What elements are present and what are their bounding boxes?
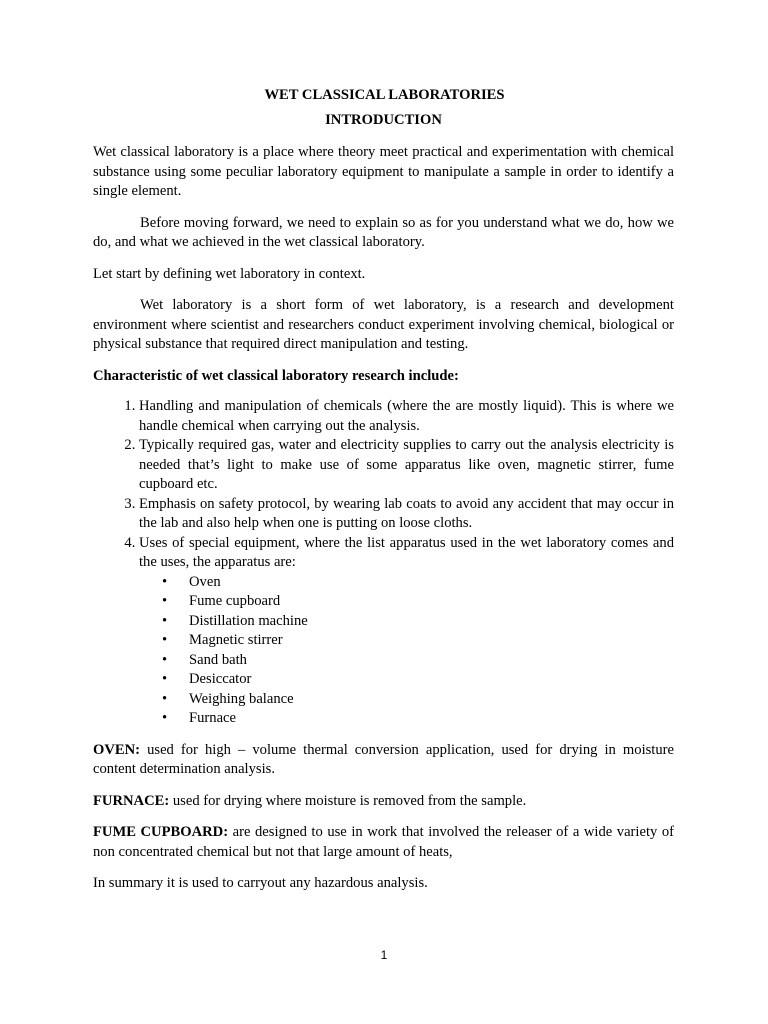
bullet-icon: • [162, 690, 168, 707]
apparatus-label: Fume cupboard [189, 593, 281, 609]
characteristics-heading [93, 367, 674, 387]
oven-description: used for high – volume thermal conversion application, used for drying in moisture content determination analysis. [93, 741, 674, 777]
apparatus-label: Oven [189, 573, 221, 590]
page-number: 1 [380, 948, 388, 962]
bullet-icon: • [162, 632, 168, 648]
list-item-text: Uses of special equipment, where the list apparatus used in the wet laboratory comes and the uses, the apparatus are: [139, 534, 674, 570]
paragraph-before-moving-forward: Before moving forward, we need to explain so as for you understand what we do, how we do, and what we achieved in the wet classical laboratory. [93, 214, 674, 250]
apparatus-item [161, 709, 674, 729]
bullet-icon: • [162, 593, 168, 609]
paragraph-context: Let start by defining wet laboratory in context. [93, 265, 366, 282]
list-item: 1. Handling and manipulation of chemicals (where the are mostly liquid). This is where we handle chemical when carrying out the analysis. [139, 397, 674, 436]
list-item [139, 534, 674, 729]
apparatus-item [161, 690, 674, 710]
apparatus-item [161, 670, 674, 690]
apparatus-item [161, 573, 674, 593]
fume-cupboard-label: FUME CUPBOARD: [93, 824, 229, 840]
bullet-icon: • [162, 671, 168, 687]
characteristics-heading-text: Characteristic of wet classical laboratory research include: [93, 367, 459, 384]
list-item: 2. Typically required gas, water and electricity supplies to carry out the analysis electricity is needed that’s light to make use of some apparatus like oven, magnetic stirrer, fume cupboard etc. [139, 436, 674, 495]
paragraph-summary: In summary it is used to carryout any hazardous analysis. [93, 875, 428, 891]
apparatus-label: Furnace [189, 710, 237, 726]
apparatus-item [161, 612, 674, 632]
document-body [93, 86, 674, 894]
paragraph-wet-laboratory: Wet laboratory is a short form of wet laboratory, is a research and development environment where scientist and researchers conduct experiment involving chemical, biological or physical substance that required direct manipulation and testing. [93, 297, 674, 352]
paragraph-furnace [93, 792, 674, 812]
bullet-icon: • [162, 710, 168, 726]
furnace-description: used for drying where moisture is removed from the sample. [169, 792, 527, 809]
section-heading-introduction: INTRODUCTION [325, 111, 442, 128]
apparatus-list [139, 573, 674, 729]
apparatus-label: Desiccator [189, 671, 252, 687]
bullet-icon: • [162, 612, 168, 629]
characteristics-list [93, 397, 674, 729]
apparatus-label: Sand bath [189, 651, 247, 668]
furnace-label: FURNACE: [93, 792, 170, 809]
oven-label: OVEN: [93, 741, 141, 758]
bullet-icon: • [162, 573, 168, 590]
fume-cupboard-description: are designed to use in work that involved the releaser of a wide variety of non concentrated chemical but not that large amount of heats, [93, 824, 675, 860]
document-title: WET CLASSICAL LABORATORIES [264, 87, 505, 103]
apparatus-item [161, 651, 674, 671]
apparatus-item [161, 631, 674, 651]
apparatus-label: Distillation machine [189, 612, 308, 629]
paragraph-oven [93, 741, 674, 780]
paragraph-fume-cupboard [93, 823, 674, 862]
apparatus-label: Magnetic stirrer [189, 632, 283, 648]
list-item: 3. Emphasis on safety protocol, by wearing lab coats to avoid any accident that may occur in the lab and also help when one is putting on loose cloths. [139, 495, 674, 534]
apparatus-label: Weighing balance [189, 690, 294, 707]
apparatus-item [161, 592, 674, 612]
bullet-icon: • [162, 651, 168, 668]
paragraph-definition: Wet classical laboratory is a place where theory meet practical and experimentation with chemical substance using some peculiar laboratory equipment to manipulate a sample in order to identify a single element. [93, 144, 674, 199]
